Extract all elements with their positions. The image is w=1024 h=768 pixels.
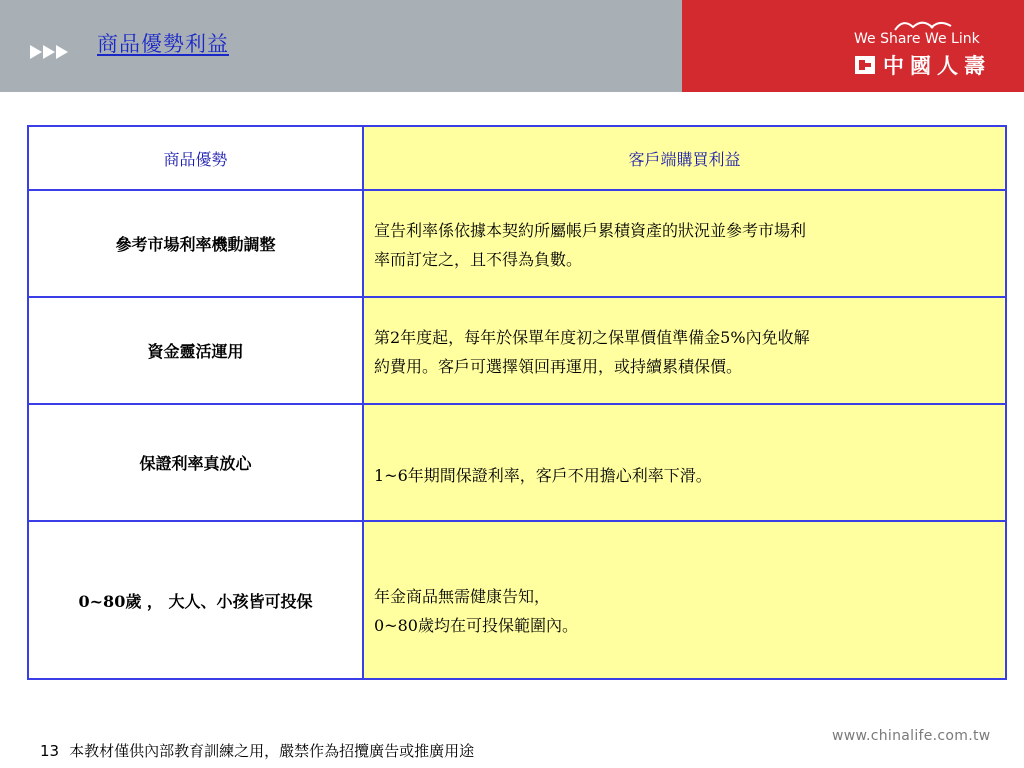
brand-wave-icon: [893, 18, 955, 32]
benefit-line: 年金商品無需健康告知，: [374, 587, 551, 606]
benefit-cell: [363, 297, 1006, 404]
advantage-cell: 參考市場利率機動調整: [28, 190, 363, 297]
benefit-line: 第2年度起，每年於保單年度初之保單價值準備金5%內免收解: [374, 327, 810, 347]
china-life-logo-icon: [854, 52, 876, 78]
advantage-cell: 0~80歲 ， 大人、小孩皆可投保: [28, 521, 363, 679]
benefit-line: 0~80歲均在可投保範圍內。: [374, 616, 578, 635]
header-cell-benefit: 客戶端購買利益: [363, 126, 1006, 190]
table-header-row: [28, 126, 1006, 190]
benefit-cell: [363, 404, 1006, 521]
advantage-cell: 資金靈活運用: [28, 297, 363, 404]
benefit-line: 宣告利率係依據本契約所屬帳戶累積資產的狀況並參考市場利: [374, 220, 807, 240]
table-row: [28, 404, 1006, 521]
table-row: [28, 297, 1006, 404]
benefit-cell: [363, 190, 1006, 297]
benefit-cell: [363, 521, 1006, 679]
advantage-benefit-table: [27, 125, 1007, 680]
benefit-line: 約費用。客戶可選擇領回再運用，或持續累積保價。: [374, 356, 743, 376]
brand-tagline: We Share We Link: [854, 31, 980, 47]
footer-disclaimer: [40, 740, 474, 761]
table-row: [28, 521, 1006, 679]
page-number: 13: [40, 742, 60, 760]
disclaimer-text: 本教材僅供內部教育訓練之用，嚴禁作為招攬廣告或推廣用途: [69, 742, 475, 760]
benefit-line: 1~6年期間保證利率，客戶不用擔心利率下滑。: [374, 466, 712, 485]
table-row: [28, 190, 1006, 297]
header-cell-advantage: 商品優勢: [28, 126, 363, 190]
brand-name: 中國人壽: [883, 54, 991, 78]
benefit-line: 率而訂定之，且不得為負數。: [374, 249, 583, 269]
website-url: www.chinalife.com.tw: [832, 728, 991, 744]
header-bar: [0, 0, 1024, 92]
page-title: 商品優勢利益: [97, 32, 229, 56]
advantage-cell: 保證利率真放心: [28, 404, 363, 521]
triple-arrow-icon: [30, 42, 74, 62]
